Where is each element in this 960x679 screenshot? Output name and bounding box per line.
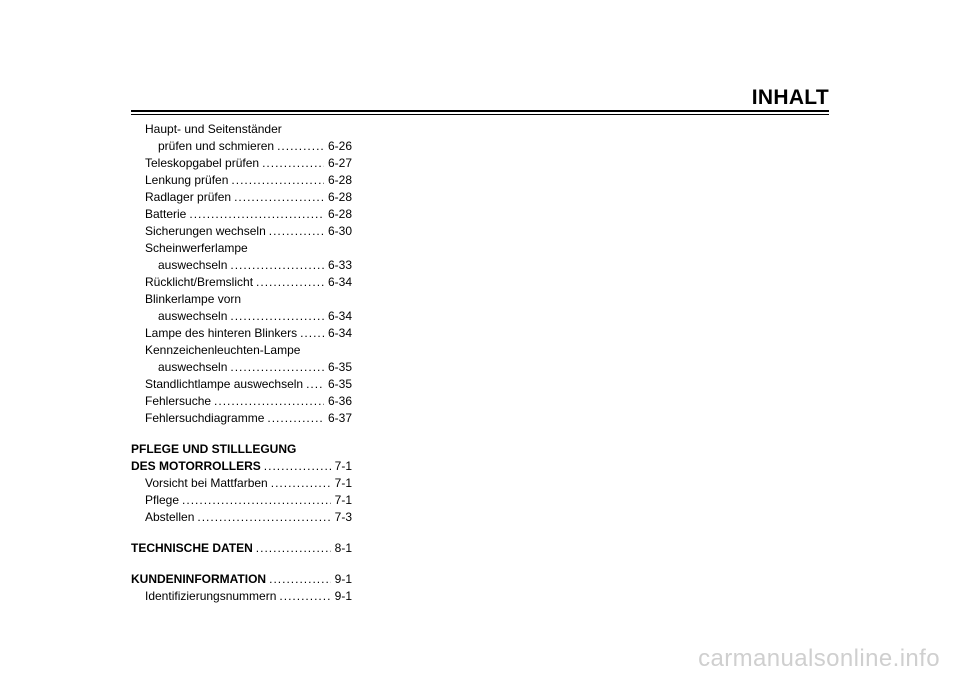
toc-entry-page: 7-1: [334, 476, 352, 490]
toc-leader-dots: [234, 189, 324, 206]
toc-leader-dots: [214, 393, 324, 410]
toc-entry-title: Scheinwerferlampe: [145, 241, 248, 255]
toc-entry-title: Kennzeichenleuchten-Lampe: [145, 343, 301, 357]
toc-entry-page: 6-33: [327, 258, 352, 272]
toc-entry[interactable]: [131, 492, 352, 509]
toc-entry-title: Haupt- und Seitenständer: [145, 122, 282, 136]
toc-entry-page: 7-1: [334, 493, 352, 507]
toc-entry[interactable]: [131, 540, 352, 557]
toc-entry[interactable]: [131, 155, 352, 172]
toc-entry-title: Lenkung prüfen: [145, 173, 229, 187]
toc-entry[interactable]: [131, 376, 352, 393]
watermark: carmanualsonline.info: [698, 645, 940, 672]
toc-entry-page: 9-1: [334, 572, 352, 586]
toc-entry-title: Rücklicht/Bremslicht: [145, 275, 254, 289]
toc-leader-dots: [300, 325, 324, 342]
toc-entry[interactable]: [131, 393, 352, 410]
toc-entry-page: 6-34: [327, 326, 352, 340]
toc-entry-page: 6-35: [327, 377, 352, 391]
toc-entry[interactable]: [131, 475, 352, 492]
toc-entry-page: 6-27: [327, 156, 352, 170]
toc-entry-page: 6-28: [327, 173, 352, 187]
toc-entry-title: Teleskopgabel prüfen: [145, 156, 260, 170]
toc-leader-dots: [230, 359, 324, 376]
toc-leader-dots: [230, 257, 324, 274]
toc-entry[interactable]: [131, 257, 352, 274]
toc-entry-page: 6-28: [327, 207, 352, 221]
toc-entry-page: 6-30: [327, 224, 352, 238]
toc-entry-title: Lampe des hinteren Blinkers: [145, 326, 298, 340]
toc-entry[interactable]: [131, 240, 352, 257]
header-rule-thin: [131, 114, 829, 115]
toc-entry[interactable]: [131, 189, 352, 206]
toc-leader-dots: [279, 588, 330, 605]
toc-entry-page: 7-1: [334, 459, 352, 473]
toc-entry[interactable]: [131, 458, 352, 475]
toc-entry-title: Standlichtlampe auswechseln: [145, 377, 304, 391]
toc-entry[interactable]: [131, 410, 352, 427]
toc-entry[interactable]: [131, 509, 352, 526]
toc-entry[interactable]: [131, 342, 352, 359]
toc-entry-page: 7-3: [334, 510, 352, 524]
toc-leader-dots: [269, 571, 331, 588]
toc-leader-dots: [189, 206, 324, 223]
toc-leader-dots: [262, 155, 324, 172]
toc-leader-dots: [231, 172, 324, 189]
toc-entry-title: Sicherungen wechseln: [145, 224, 266, 238]
toc-leader-dots: [271, 475, 331, 492]
toc-leader-dots: [267, 410, 324, 427]
toc-entry-page: 6-35: [327, 360, 352, 374]
toc-entry-title: prüfen und schmieren: [158, 139, 275, 153]
toc-entry-page: 9-1: [334, 589, 352, 603]
toc-entry[interactable]: [131, 206, 352, 223]
toc-entry-page: 6-34: [327, 275, 352, 289]
toc-entry[interactable]: [131, 588, 352, 605]
toc-leader-dots: [264, 458, 331, 475]
toc-entry[interactable]: [131, 359, 352, 376]
toc-entry[interactable]: [131, 291, 352, 308]
table-of-contents: [131, 121, 352, 605]
toc-entry-title: Batterie: [145, 207, 187, 221]
toc-entry[interactable]: [131, 121, 352, 138]
toc-entry[interactable]: [131, 223, 352, 240]
toc-leader-dots: [269, 223, 324, 240]
toc-entry[interactable]: [131, 172, 352, 189]
toc-entry-title: TECHNISCHE DATEN: [131, 541, 253, 555]
header-rule-thick: [131, 110, 829, 112]
toc-entry-title: Identifizierungsnummern: [145, 589, 277, 603]
toc-entry-title: auswechseln: [158, 309, 228, 323]
toc-entry[interactable]: [131, 274, 352, 291]
page-title: INHALT: [751, 86, 829, 109]
toc-entry-title: Fehlersuchdiagramme: [145, 411, 265, 425]
toc-entry-page: 8-1: [334, 541, 352, 555]
toc-leader-dots: [182, 492, 331, 509]
toc-entry[interactable]: [131, 308, 352, 325]
toc-entry-title: auswechseln: [158, 258, 228, 272]
toc-leader-dots: [306, 376, 324, 393]
toc-entry[interactable]: [131, 325, 352, 342]
toc-entry-title: auswechseln: [158, 360, 228, 374]
toc-entry-title: PFLEGE UND STILLLEGUNG: [131, 442, 297, 456]
toc-entry-page: 6-26: [327, 139, 352, 153]
toc-entry-title: Fehlersuche: [145, 394, 212, 408]
toc-entry-page: 6-28: [327, 190, 352, 204]
toc-entry-page: 6-36: [327, 394, 352, 408]
toc-entry-title: DES MOTORROLLERS: [131, 459, 261, 473]
toc-leader-dots: [256, 274, 324, 291]
toc-entry-title: Abstellen: [145, 510, 195, 524]
toc-entry-title: Radlager prüfen: [145, 190, 232, 204]
toc-leader-dots: [197, 509, 330, 526]
toc-entry[interactable]: [131, 138, 352, 155]
toc-entry[interactable]: [131, 571, 352, 588]
toc-leader-dots: [256, 540, 331, 557]
toc-entry-title: Blinkerlampe vorn: [145, 292, 242, 306]
toc-entry-title: KUNDENINFORMATION: [131, 572, 267, 586]
toc-leader-dots: [230, 308, 324, 325]
toc-entry-page: 6-34: [327, 309, 352, 323]
toc-entry-title: Pflege: [145, 493, 180, 507]
toc-entry-title: Vorsicht bei Mattfarben: [145, 476, 268, 490]
toc-entry[interactable]: [131, 441, 352, 458]
toc-leader-dots: [277, 138, 324, 155]
toc-entry-page: 6-37: [327, 411, 352, 425]
